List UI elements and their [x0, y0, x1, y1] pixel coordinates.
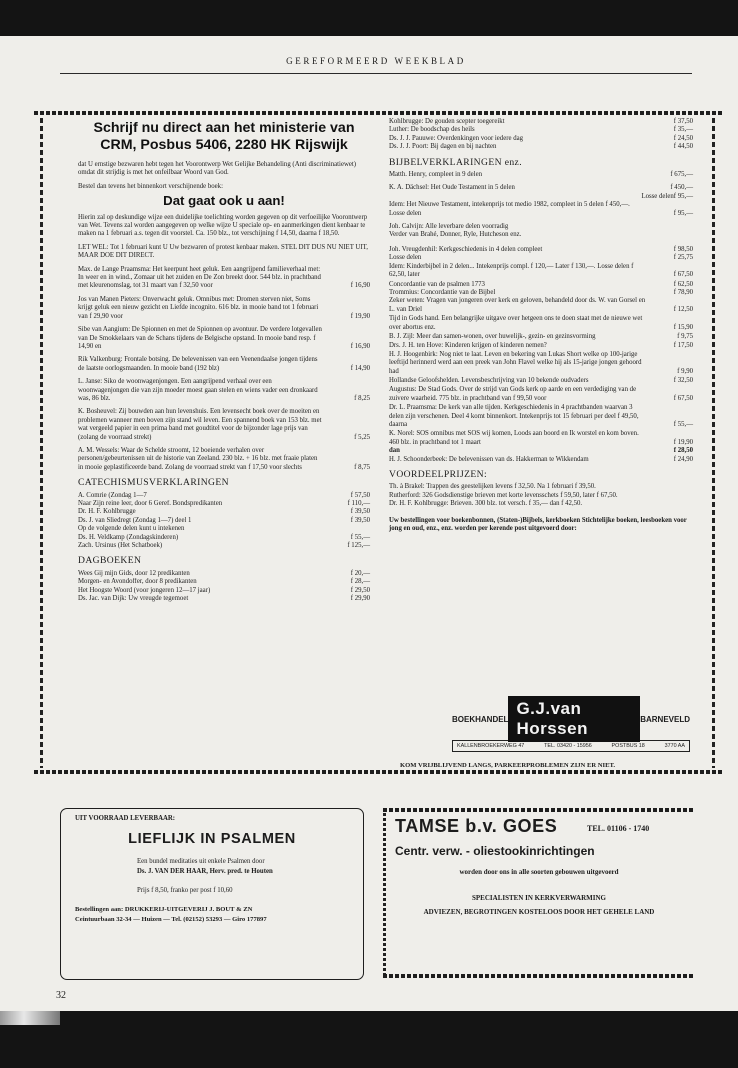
page-number: 32 — [56, 990, 66, 1001]
list-item: Op de volgende delen kunt u intekenen — [78, 525, 185, 533]
order-line: Bestel dan tevens het binnenkort verschijnende boek: — [78, 182, 223, 190]
ad-tamse — [383, 808, 695, 978]
list-item: Rutherford: 326 Godsdienstige brieven met korte levensschets f 59,50, later f 67,50. — [389, 491, 618, 499]
ad-border-bottom — [34, 770, 724, 774]
ad-border — [383, 808, 386, 974]
list-item: Ds. J. van Sliedregt (Zondag 1—7) deel 1 f 39,50 — [78, 516, 370, 524]
list-item: H. J. Schoonderbeek: De belevenissen van ds. Hakkerman te Wikkendam f 24,90 — [389, 455, 693, 463]
masthead: GEREFORMEERD WEEKBLAD — [286, 56, 466, 66]
book-title: Dat gaat ook u aan! — [163, 193, 285, 209]
list-item: Wees Gij mijn Gids, door 12 predikanten f 20,— — [78, 569, 370, 577]
book-description: Hierin zal op deskundige wijze een duidelijke toelichting worden gegeven op dit verfoeilijke Voorontwerp van Wet. Tevens zal worden aangegeven op welke wijze U speciale op- en aanmerkingen dient kenbaar te maken na 1 februari a.s. tegen dit voorstel. Ca. 150 blz., tot verschijning f 14,50, daarna f 18,50. — [78, 213, 368, 238]
list-item: Losse delen f 25,75 — [389, 254, 693, 262]
ad-title: TAMSE b.v. GOES — [395, 816, 558, 836]
shop-note: KOM VRIJBLIJVEND LANGS, PARKEERPROBLEMEN ZIJN ER NIET. — [400, 762, 616, 769]
list-item: Joh. Calvijn: Alle leverbare delen voorradig — [389, 223, 509, 231]
list-item: Luther: De boodschap des heils f 35,— — [389, 126, 693, 134]
ad-border-left — [40, 118, 43, 768]
list-item: Joh. Vreugdenhil: Kerkgeschiedenis in 4 delen compleet f 98,50 — [389, 245, 693, 253]
list-item: dan f 28,50 — [389, 447, 693, 455]
bijbel-list — [389, 171, 693, 240]
list-item: Ds. J. J. Pauuwe: Overdenkingen voor iedere dag f 24,50 — [389, 134, 693, 142]
ad-line: Prijs f 8,50, franko per post f 10,60 — [137, 887, 233, 894]
ad-line: worden door ons in alle soorten gebouwen uitgevoerd — [459, 868, 619, 876]
list-item: Matth. Henry, compleet in 9 delen f 675,— — [389, 171, 693, 179]
list-item: Ds. H. Veldkamp (Zondagskinderen) f 55,— — [78, 533, 370, 541]
list-item: Naar Zijn reine leer, door 6 Geref. Bondspredikanten f 110,— — [78, 500, 370, 507]
shop-address: KALLENBROEKERWEG 47 TEL. 03420 - 15956 POSTBUS 18 3770 AA — [452, 740, 690, 752]
list-item: H. J. Hoogenbirk: Nog niet te laat. Leven en bekering van Lukas Short welke op 100-jarige leeftijd herinnerd werd aan een preek van John Flavel welke hij als 15-jarige jongen gehoord had f 9,90 — [389, 350, 693, 375]
voordeel-list — [389, 483, 693, 508]
ad-line: Ceintuurbaan 32-34 — Huizen — Tel. (02152) 53293 — Giro 177897 — [75, 916, 267, 923]
list-item: Augustus: De Stad Gods. Over de strijd van Gods kerk op aarde en een verdediging van de zuivere waarheid. 775 blz. in prachtband van f 99,50 voor f 67,50 — [389, 386, 693, 402]
book-item: Rik Valkenburg: Frontale botsing. De belevenissen van een Veenendaalse jongen tijdens de laatste oorlogsmaanden. In mooie band (192 blz) f 14,90 — [78, 356, 370, 372]
list-item: Hollandse Geloofshelden. Levensbeschrijving van 10 bekende oudvaders f 32,50 — [389, 376, 693, 384]
list-item: Dr. H. F. Kohlbrugge f 39,50 — [78, 508, 370, 516]
list-item: B. J. Zijl: Meer dan samen-wonen, over huwelijk-, gezin- en gezinsvorming f 9,75 — [389, 332, 693, 340]
list-item: Zach. Ursinus (Het Schatboek) f 125,— — [78, 542, 370, 550]
order-notice: Uw bestellingen voor boekenbonnen, (Staten-)Bijbels, kerkboeken Stichtelijke boeken, leesboeken voor jong en oud, enz., enz. worden per kerende post uitgevoerd door: — [389, 516, 687, 533]
ad-subtitle: Centr. verw. - oliestookinrichtingen — [395, 844, 595, 858]
book-item: Jos van Manen Pieters: Onverwacht geluk. Omnibus met: Dromen sterven niet, Soms krijgt geluk een nieuw gezicht en Liefde incognito. 616 blz. in mooie band tot 1 februari van f 29,90 voor f 19,90 — [78, 295, 370, 320]
list-item: K. Norel: SOS omnibus met SOS wij komen, Loods aan boord en Ik worstel en kom boven. 460 blz. in prachtband tot 1 maart f 19,90 — [389, 430, 693, 446]
ad-title: LIEFLIJK IN PSALMEN — [128, 831, 296, 847]
book-item: Sibe van Aangium: De Spionnen en met de Spionnen op avontuur. De verdere lotgevallen van De Smokkelaars van de Schans tijdens de Belgische opstand. In mooie band resp. f 14,90 en f 16,90 — [78, 326, 370, 350]
list-item: Idem: Kinderbijbel in 2 delen... Intekenprijs compl. f 120,— Later f 130,—. Losse delen f 62,50, later f 67,50 — [389, 262, 693, 279]
right-column — [389, 118, 693, 533]
ad-phone: TEL. 01106 - 1740 — [587, 824, 650, 833]
ad-line: SPECIALISTEN IN KERKVERWARMING — [472, 894, 606, 902]
shop-name: G.J.van Horssen — [508, 696, 640, 742]
list-item: Morgen- en Avondoffer, door 8 predikanten f 28,— — [78, 578, 370, 586]
section-title-voordeel: VOORDEELPRIJZEN: — [389, 469, 488, 481]
list-item: Tijd in Gods hand. Een belangrijke uitgave over hetgeen ons te doen staat met de nieuwe wet over abortus enz. f 15,90 — [389, 315, 693, 331]
list-item: Dr. L. Praamsma: De kerk van alle tijden. Kerkgeschiedenis in 4 prachtbanden waarvan 3 delen zijn verschenen. Deel 4 komt binnenkort. Intekenprijs tot 15 februari per deel f 49,50, daarna f 55,— — [389, 404, 693, 428]
book-item: Max. de Lange Praamsma: Het keerpunt heet geluk. Een aangrijpend familieverhaal met: In weer en in wind., Zomaar uit het zuiden en De Zon breekt door. 544 blz. in prachtband met kleurenomslag, tot 31 maart van f 32,50 voor f 16,90 — [78, 265, 370, 290]
masthead-rule — [60, 73, 692, 74]
dagboeken-list — [78, 570, 370, 604]
section-title-dagboeken: DAGBOEKEN — [78, 555, 142, 567]
list-item: Ds. Jac. van Dijk: Uw vreugde tegemoet f 29,90 — [78, 595, 370, 603]
book-list — [78, 266, 370, 473]
list-item: Verder van Brahé, Donner, Ryle, Hutcheson enz. — [389, 231, 522, 239]
ad-border-right — [712, 118, 715, 768]
list-item: Zeker weten: Vragen van jongeren over kerk en geloven, behandeld door ds. W. van Gorsel en L. van Driel f 12,50 — [389, 297, 693, 313]
shop-label: BOEKHANDEL — [452, 714, 509, 724]
top-list — [389, 118, 693, 152]
let-wel-notice: LET WEL: Tot 1 februari kunt U Uw bezwaren of protest kenbaar maken. STEL DIT DUS NU NIET UIT, MAAR DOE DIT DIRECT. — [78, 243, 368, 260]
left-column — [78, 118, 370, 603]
shop-city: BARNEVELD — [640, 714, 690, 724]
ad-line: Ds. J. VAN DER HAAR, Herv. pred. te Houten — [137, 868, 273, 875]
list-item: Ds. J. J. Poort: Bij dagen en bij nachten f 44,50 — [389, 143, 693, 151]
list-item: K. A. Dächsel: Het Oude Testament in 5 delen f 450,— — [389, 184, 693, 192]
list-item: Drs. J. H. ten Hove: Kinderen krijgen of kinderen nemen? f 17,50 — [389, 342, 693, 350]
scan-bottom-border — [0, 1011, 738, 1068]
list-item: Het Hoogste Woord (voor jongeren 12—17 jaar) f 29,50 — [78, 586, 370, 594]
list-item: Dr. H. F. Kohlbrugge: Brieven. 300 blz. tot versch. f 35,— dan f 42,50. — [389, 500, 583, 508]
ad-line: ADVIEZEN, BEGROTINGEN KOSTELOOS DOOR HET GEHELE LAND — [423, 908, 655, 916]
kerk-list — [389, 246, 693, 464]
ad-label: UIT VOORRAAD LEVERBAAR: — [75, 815, 176, 822]
intro-text: dat U ernstige bezwaren hebt tegen het Voorontwerp Wet Gelijke Behandeling (Anti discriminatiewet) omdat dit strijdig is met het onfeilbaar Woord van God. — [78, 161, 357, 177]
list-item: Th. à Brakel: Trappen des geestelijken levens f 32,50. Na 1 februari f 39,50. — [389, 483, 596, 491]
ad-border-top — [34, 111, 724, 115]
ad-border — [383, 974, 695, 978]
ad-line: Bestellingen aan: DRUKKERIJ-UITGEVERIJ J. BOUT & ZN — [75, 906, 253, 913]
book-item: K. Bosheuvel: Zij bouwden aan hun levenshuis. Een levensecht boek over de moeiten en problemen wanneer men boven zijn stand wil leven. Een spannend boek van 153 blz. met wat vergeeld papier in een prima band met goudtitel voor de bijzonder lage prijs van (zolang de voorraad strekt) f 5,25 — [78, 408, 370, 441]
section-title-bijbel: BIJBELVERKLARINGEN enz. — [389, 156, 523, 168]
shop-logo — [400, 699, 690, 769]
scan-artifact — [0, 1011, 60, 1025]
ad-lieflijk-in-psalmen — [60, 808, 364, 980]
scan-top-border — [0, 0, 738, 36]
ad-border — [383, 808, 695, 812]
section-title-catechism: CATECHISMUSVERKLARINGEN — [78, 477, 229, 489]
list-item: A. Comrie (Zondag 1—7 f 57,50 — [78, 491, 370, 499]
book-item: L. Janse: Siko de woonwagenjongen. Een aangrijpend verhaal over een woonwagenjongen die van zijn moeder moest gaan stelen en wiens vader een dronkaard was, 86 blz. f 8,25 — [78, 378, 370, 402]
list-item: Kohlbrugge: De gouden scepter toegereikt f 37,50 — [389, 118, 693, 125]
headline: Schrijf nu direct aan het ministerie van CRM, Posbus 5406, 2280 HK Rijswijk — [93, 120, 355, 153]
list-item: Trommius: Concordantie van de Bijbel f 78,90 — [389, 288, 693, 296]
book-item: A. M. Wessels: Waar de Schelde stroomt, 12 boeiende verhalen over personen/gebeurtenissen uit de historie van Zeeland. 230 blz. + 16 blz. met fraaie platen in mooie geplastificeerde band. Zolang de voorraad strekt van f 17,50 voor slechts f 8,75 — [78, 446, 370, 471]
list-item: Losse delen f 95,— — [641, 192, 693, 200]
catechism-list — [78, 492, 370, 551]
list-item: Idem: Het Nieuwe Testament, intekenprijs tot medio 1982, compleet in 5 delen f 450,—. Losse delen f 95,— — [389, 201, 693, 217]
ad-line: Een bundel meditaties uit enkele Psalmen door — [137, 858, 265, 865]
list-item: Concordantie van de psalmen 1773 f 62,50 — [389, 280, 693, 288]
